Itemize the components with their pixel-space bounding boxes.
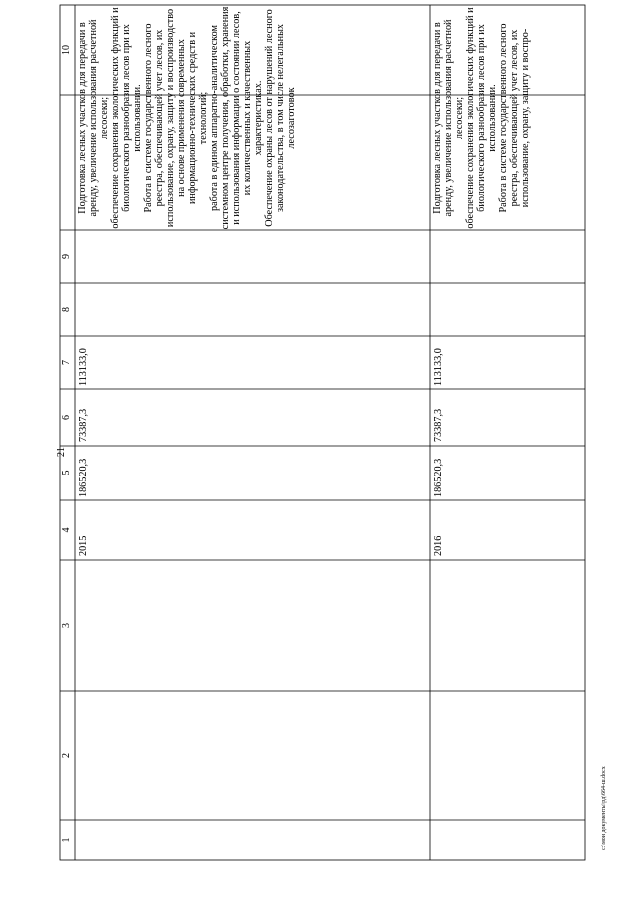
measure-paragraph: обеспечение сохранения экологических функций и биологического разнообразия лесов при их использовании.	[110, 7, 143, 229]
measure-paragraph: работа в едином аппаратно-аналитическом системном центре получения, обработки, хранения и использования информации о состоянии лесов, их количественных и качественных характеристиках.	[209, 6, 264, 230]
header-cell-9: 9	[61, 254, 72, 259]
measure-paragraph: Работа в системе государственного лесного реестра, обеспечивающей учет лесов, их использование, охрану, защиту и воспроизводство на основе применения современных информационно-технических средств и технологий;	[143, 8, 209, 228]
header-cell-10: 10	[61, 45, 72, 55]
row-2016-measures	[432, 6, 584, 231]
header-cell-8: 8	[61, 307, 72, 312]
header-cell-7: 7	[61, 360, 72, 365]
row-2016-year: 2016	[433, 535, 444, 556]
row-2015-col5: 186520,3	[78, 458, 89, 497]
row-2015-col6: 73387,3	[78, 408, 89, 442]
measure-paragraph: Работа в системе государственного лесного реестра, обеспечивающей учет лесов, их использование, охрану, защиту и воспро-	[498, 23, 531, 213]
measure-paragraph: обеспечение сохранения экологических функций и биологического разнообразия лесов при их использовании.	[465, 7, 498, 229]
footer-file-path: c:\мои документы\рд\664-ш.docx	[601, 766, 607, 850]
row-2016-col7: 113133,0	[433, 348, 444, 386]
row-2015-measures	[77, 6, 429, 231]
header-cell-4: 4	[61, 527, 72, 533]
row-2015-col7: 113133,0	[78, 348, 89, 386]
row-2016-col5: 186520,3	[433, 458, 444, 497]
header-cell-5: 5	[61, 470, 72, 476]
header-cell-1: 1	[61, 837, 72, 843]
header-cell-3: 3	[61, 623, 72, 628]
measure-paragraph: Обеспечение охраны лесов от нарушений лесного законодательства, в том числе нелегальных лесозаготовок	[264, 9, 297, 227]
measure-paragraph: Подготовка лесных участков для передачи в аренду, увеличение использования расчетной лесосеки;	[432, 19, 465, 217]
header-cell-2: 2	[61, 753, 72, 758]
row-2015-year: 2015	[78, 535, 89, 556]
row-2016-col6: 73387,3	[433, 408, 444, 442]
header-cell-6: 6	[61, 415, 72, 420]
page-number: 21	[56, 447, 67, 457]
measure-paragraph: Подготовка лесных участков для передачи в аренду, увеличение использования расчетной лесосеки;	[77, 19, 110, 217]
